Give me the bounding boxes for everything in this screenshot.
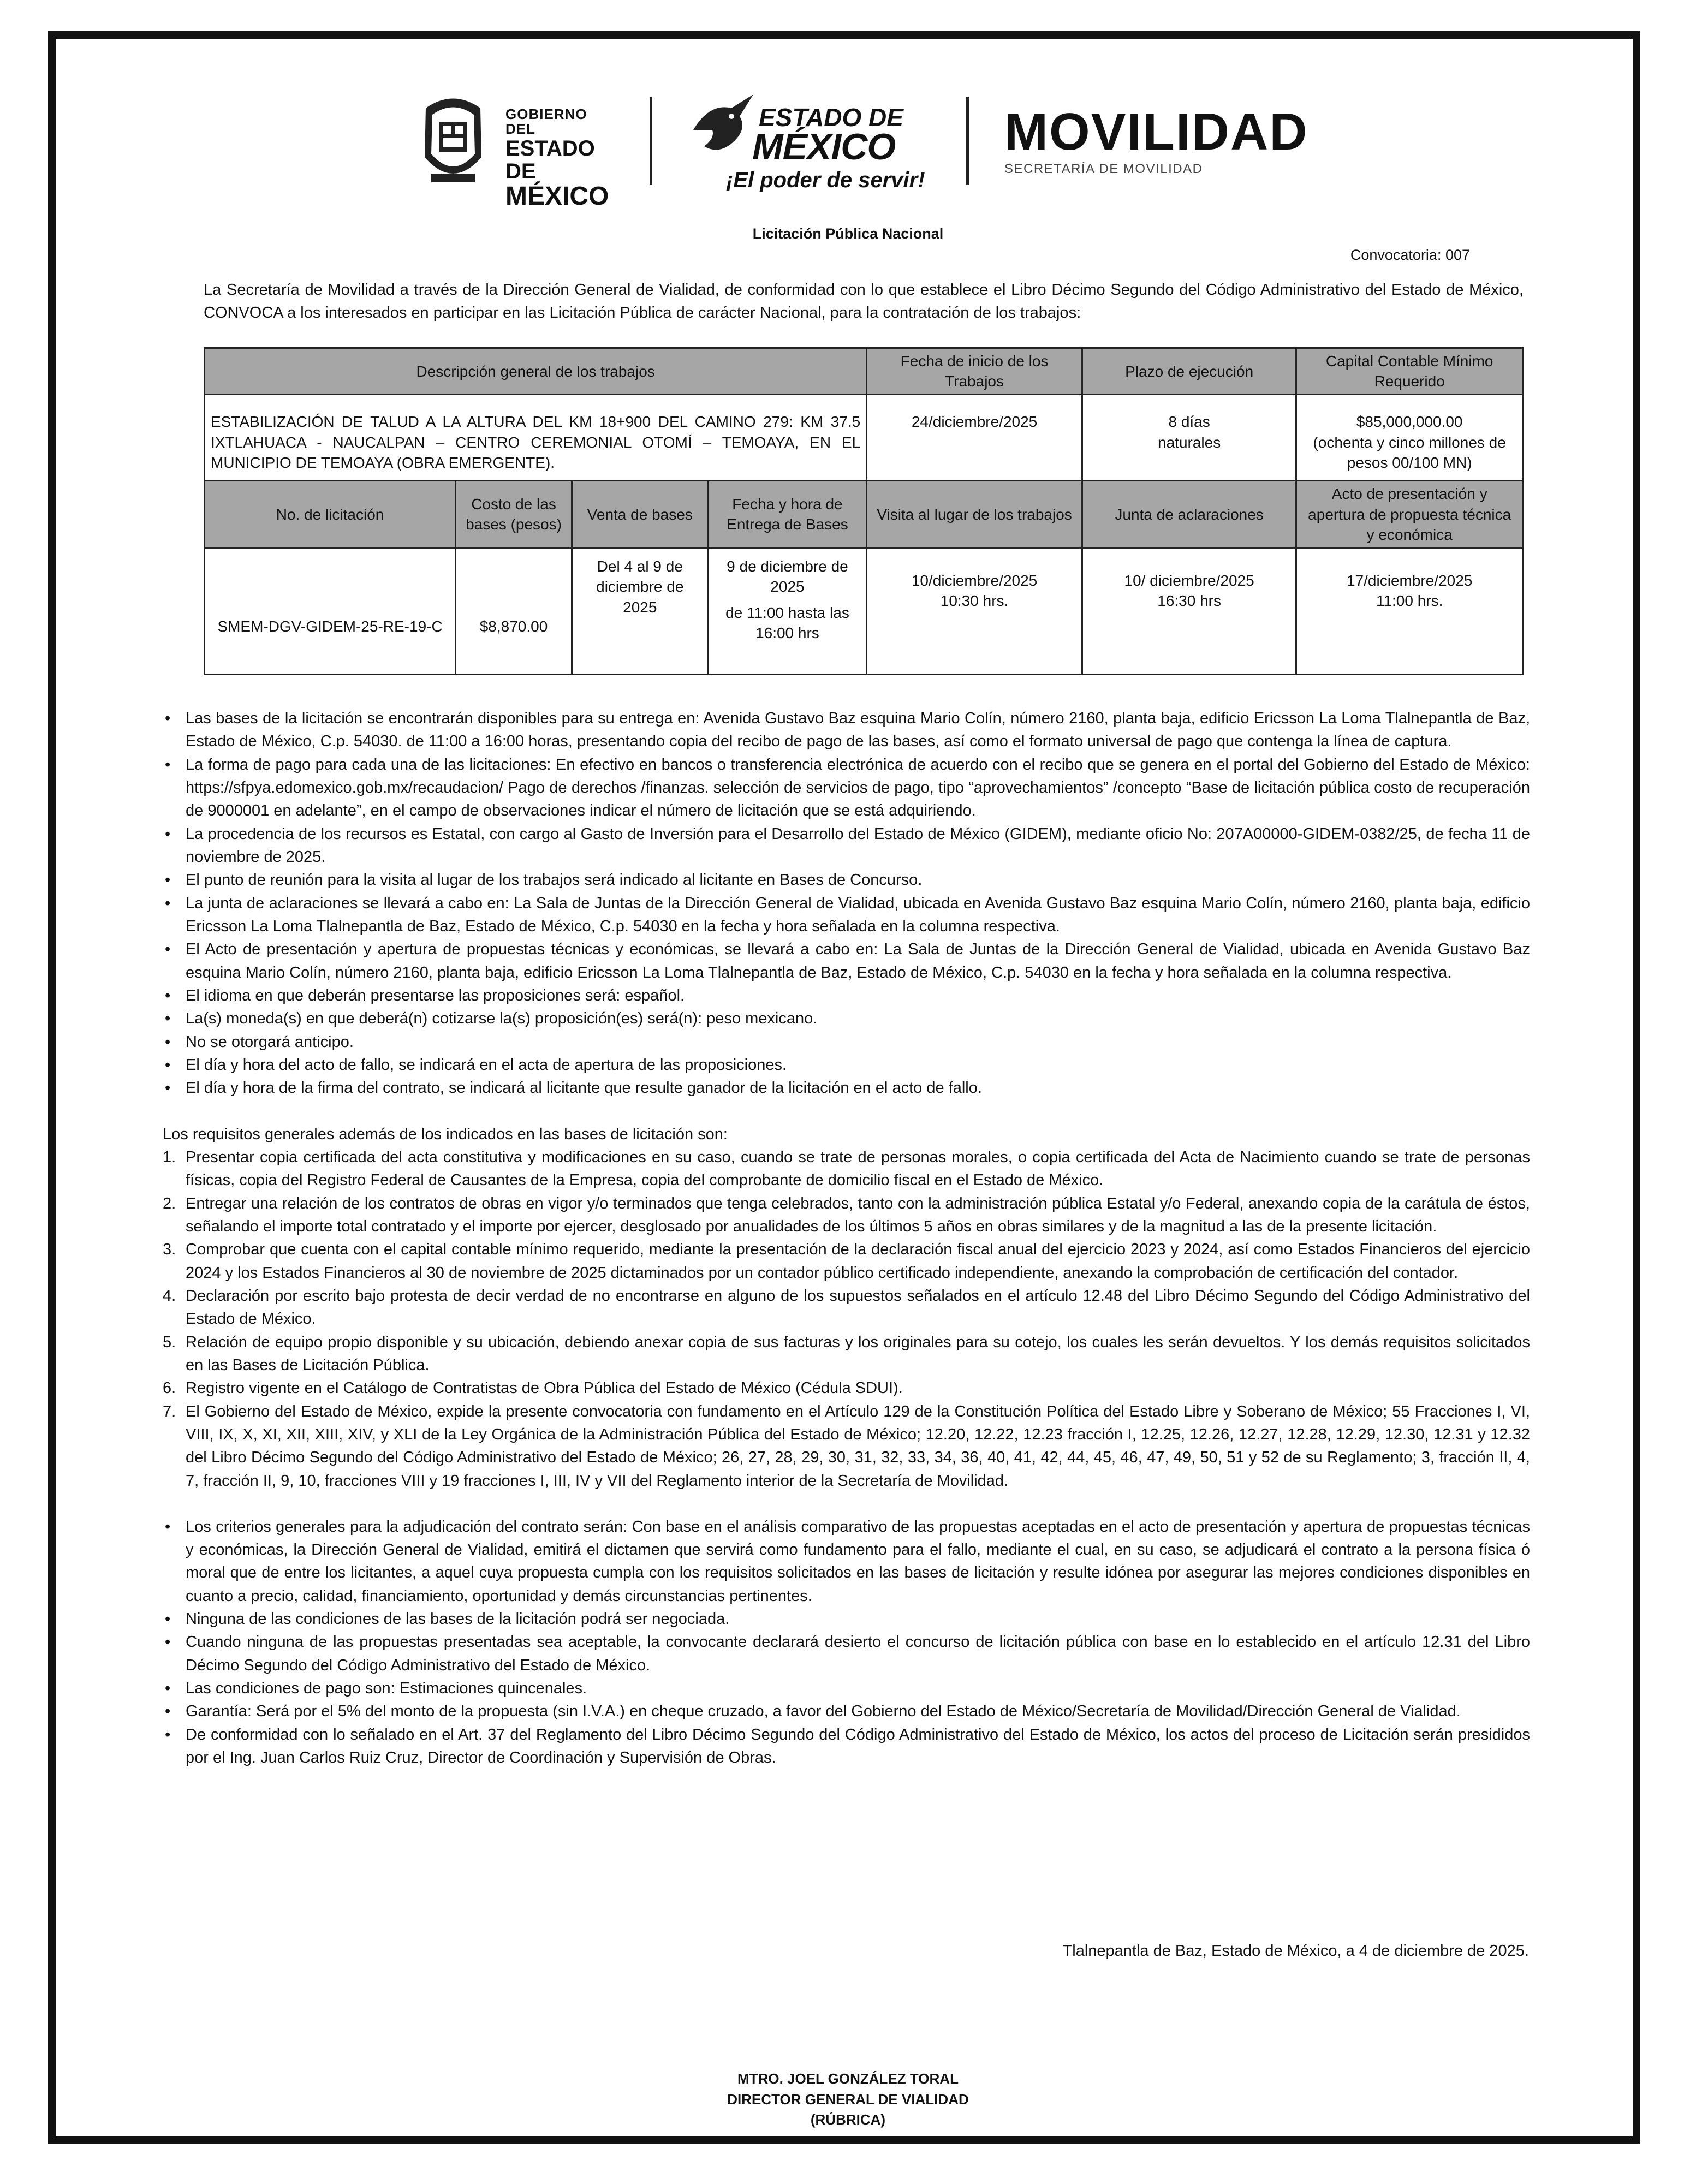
state-shield-icon <box>415 92 491 187</box>
table-header-row <box>205 481 1523 548</box>
header-logos <box>415 86 1308 211</box>
list-item: • Las condiciones de pago son: Estimaciones quincenales. <box>165 1680 587 1698</box>
header-desc: Descripción general de los trabajos <box>205 348 867 395</box>
plazo-value-1: 8 días <box>1168 413 1210 431</box>
edo-line1: ESTADO DE <box>759 103 903 132</box>
signer-name: MTRO. JOEL GONZÁLEZ TORAL <box>737 2070 959 2087</box>
movilidad-title: MOVILIDAD <box>1004 103 1308 161</box>
plazo-value-2: naturales <box>1158 433 1221 451</box>
list-item: • No se otorgará anticipo. <box>165 1033 354 1051</box>
gobierno-line2: ESTADO DE <box>505 136 595 183</box>
header-plazo: Plazo de ejecución <box>1082 348 1296 395</box>
header-costo: Costo de las bases (pesos) <box>456 481 572 548</box>
list-item: 5. Relación de equipo propio disponible y su ubicación, debiendo anexar copia de sus facturas y los originales para su cotejo, los cuales les serán devueltos. Y los demás requisitos solicitados en las Bases de Licitación Pública. <box>163 1333 1530 1374</box>
gobierno-line1: GOBIERNO DEL <box>505 106 587 138</box>
header-no: No. de licitación <box>205 481 456 548</box>
plazo-value <box>1082 395 1296 481</box>
list-item: 2. Entregar una relación de los contratos de obras en vigor y/o terminados que tenga celebrados, tanto con la administración pública Estatal y/o Federal, anexando copia de la carátula de éstos, señalando el importe total contratado y el importe por ejercer, desglosado por anualidades de los últimos 5 años en obras similares y de la magnitud a las de la presente licitación. <box>163 1194 1530 1235</box>
fecha-inicio-value: 24/diciembre/2025 <box>867 395 1082 481</box>
list-item: 7. El Gobierno del Estado de México, expide la presente convocatoria con fundamento en el Artículo 129 de la Constitución Política del Estado Libre y Soberano de México; 55 Fracciones I, VI, VIII, IX, X, XI, XII, XIII, XIV, y XLI de la Ley Orgánica de la Administración Pública del Estado de México; 12.20, 12.22, 12.23 fracción I, 12.25, 12.26, 12.27, 12.28, 12.29, 12.30, 12.31 y 12.32 del Libro Décimo Segundo del Código Administrativo del Estado de México; 26, 27, 28, 29, 30, 31, 32, 33, 34, 36, 40, 41, 42, 44, 45, 46, 47, 49, 50, 51 y 52 de su Reglamento; 3, fracción II, 4, 7, fracción II, 9, 10, fracciones VIII y 19 fracciones I, III, IV y VII del Reglamento interior de la Secretaría de Movilidad. <box>163 1402 1530 1490</box>
list-item: • La procedencia de los recursos es Estatal, con cargo al Gasto de Inversión para el Desarrollo del Estado de México (GIDEM), mediante oficio No: 207A00000-GIDEM-0382/25, de fecha 11 de noviembre de 2025. <box>165 825 1530 866</box>
body-text <box>163 707 1530 1769</box>
capital-words: (ochenta y cinco millones de pesos 00/100 MN) <box>1313 433 1506 471</box>
visita-value <box>867 548 1082 675</box>
bullet-list-2 <box>163 1515 1530 1770</box>
estado-logo <box>688 92 939 195</box>
gobierno-line3: MÉXICO <box>505 181 609 211</box>
work-description: ESTABILIZACIÓN DE TALUD A LA ALTURA DEL KM 18+900 DEL CAMINO 279: KM 37.5 IXTLAHUACA - NAUCALPAN – CENTRO CEREMONIAL OTOMÍ – TEMOAYA, EN EL MUNICIPIO DE TEMOAYA (OBRA EMERGENTE). <box>205 395 867 481</box>
logo-divider <box>650 97 652 185</box>
list-item: • La(s) moneda(s) en que deberá(n) cotizarse la(s) proposición(es) será(n): peso mexicano. <box>165 1010 818 1028</box>
signer-rubrica: (RÚBRICA) <box>810 2111 886 2128</box>
signature-block <box>0 2069 1696 2131</box>
entrega-date: 9 de diciembre de 2025 <box>727 558 848 596</box>
movilidad-subtitle: SECRETARÍA DE MOVILIDAD <box>1004 162 1203 176</box>
list-item: • El punto de reunión para la visita al lugar de los trabajos será indicado al licitante en Bases de Concurso. <box>165 871 923 889</box>
table-row <box>205 395 1523 481</box>
entrega-hours: de 11:00 hasta las 16:00 hrs <box>725 604 849 641</box>
list-item: • La junta de aclaraciones se llevará a cabo en: La Sala de Juntas de la Dirección General de Vialidad, ubicada en Avenida Gustavo Baz esquina Mario Colín, número 2160, planta baja, edificio Ericsson La Loma Tlalnepantla de Baz, Estado de México, C.p. 54030 en la fecha y hora señalada en la columna respectiva. <box>165 894 1530 935</box>
acto-time: 11:00 hrs. <box>1376 592 1443 610</box>
table-row <box>205 548 1523 675</box>
entrega-value <box>708 548 867 675</box>
list-item: • De conformidad con lo señalado en el Art. 37 del Reglamento del Libro Décimo Segundo del Código Administrativo del Estado de México, los actos del proceso de Licitación serán presididos por el Ing. Juan Carlos Ruiz Cruz, Director de Coordinación y Supervisión de Obras. <box>165 1725 1530 1767</box>
header-capital: Capital Contable Mínimo Requerido <box>1296 348 1523 395</box>
visita-time: 10:30 hrs. <box>940 592 1009 610</box>
costo-value: $8,870.00 <box>456 548 572 675</box>
visita-date: 10/diciembre/2025 <box>911 572 1038 590</box>
header-junta: Junta de aclaraciones <box>1082 481 1296 548</box>
acto-date: 17/diciembre/2025 <box>1347 572 1473 590</box>
list-item: • El día y hora del acto de fallo, se indicará en el acta de apertura de las proposiciones. <box>165 1056 787 1074</box>
requisitos-title: Los requisitos generales además de los indicados en las bases de licitación son: <box>163 1125 728 1143</box>
intro-paragraph: La Secretaría de Movilidad a través de la Dirección General de Vialidad, de conformidad con lo que establece el Libro Décimo Segundo del Código Administrativo del Estado de México, CONVOCA a los interesados en participar en las Licitación Pública de carácter Nacional, para la contratación de los trabajos: <box>204 281 1524 322</box>
list-item: • Las bases de la licitación se encontrarán disponibles para su entrega en: Avenida Gustavo Baz esquina Mario Colín, número 2160, planta baja, edificio Ericsson La Loma Tlalnepantla de Baz, Estado de México, C.p. 54030. de 11:00 a 16:00 horas, presentando copia del recibo de pago de las bases, así como el formato universal de pago que contenga la línea de captura. <box>165 710 1530 751</box>
signer-position: DIRECTOR GENERAL DE VIALIDAD <box>727 2091 969 2108</box>
list-item: • El Acto de presentación y apertura de propuestas técnicas y económicas, se llevará a cabo en: La Sala de Juntas de la Dirección General de Vialidad, ubicada en Avenida Gustavo Baz esquina Mario Colín, número 2160, planta baja, edificio Ericsson La Loma Tlalnepantla de Baz, Estado de México, C.p. 54030 en la fecha y hora señalada en la columna respectiva. <box>165 941 1530 981</box>
movilidad-logo <box>1004 103 1308 177</box>
acto-value <box>1296 548 1523 675</box>
table-header-row <box>205 348 1523 395</box>
licitacion-number: SMEM-DGV-GIDEM-25-RE-19-C <box>205 548 456 675</box>
capital-value <box>1296 395 1523 481</box>
junta-date: 10/ diciembre/2025 <box>1124 572 1254 590</box>
list-item: • El día y hora de la firma del contrato, se indicará al licitante que resulte ganador de la licitación en el acto de fallo. <box>165 1079 982 1097</box>
logo-divider-2 <box>966 97 969 185</box>
edo-line2: MÉXICO <box>752 126 896 168</box>
list-item: 1. Presentar copia certificada del acta constitutiva y modificaciones en su caso, cuando se trate de personas morales, o copia certificada del Acta de Nacimiento cuando se trate de personas físicas, copia del Registro Federal de Causantes de la Empresa, copia del comprobante de domicilio fiscal en el Estado de México. <box>163 1148 1530 1189</box>
edo-slogan: ¡El poder de servir! <box>726 168 925 192</box>
doc-title: Licitación Pública Nacional <box>752 225 944 242</box>
list-item: 6. Registro vigente en el Catálogo de Contratistas de Obra Pública del Estado de México (Cédula SDUI). <box>163 1379 903 1397</box>
bullet-list-1 <box>163 707 1530 1100</box>
gobierno-text <box>505 107 609 210</box>
header-fecha-inicio: Fecha de inicio de los Trabajos <box>867 348 1082 395</box>
venta-value: Del 4 al 9 de diciembre de 2025 <box>572 548 708 675</box>
list-item: • La forma de pago para cada una de las licitaciones: En efectivo en bancos o transferencia electrónica de acuerdo con el recibo que se genera en el portal del Gobierno del Estado de México: https://sfpya.edomexico.gob.mx/recaudacion/ Pago de derechos /finanzas. selección de servicios de pago, tipo “aprovechamientos” /concepto “Base de licitación pública costo de recuperación de 9000001 en adelante”, en el campo de observaciones indicar el número de licitación que se está adquiriendo. <box>165 755 1530 820</box>
place-date: Tlalnepantla de Baz, Estado de México, a 4 de diciembre de 2025. <box>1062 1942 1529 1960</box>
licitacion-table <box>204 347 1524 675</box>
list-item: 4. Declaración por escrito bajo protesta de decir verdad de no encontrarse en alguno de los supuestos señalados en el artículo 12.48 del Libro Décimo Segundo del Código Administrativo del Estado de México. <box>163 1287 1530 1328</box>
list-item: 3. Comprobar que cuenta con el capital contable mínimo requerido, mediante la presentación de la declaración fiscal anual del ejercicio 2023 y 2024, así como Estados Financieros del ejercicio 2024 y los Estados Financieros al 30 de noviembre de 2025 dictaminados por un contador público certificado independiente, anexando la comprobación de certificación del contador. <box>163 1241 1530 1282</box>
hummingbird-icon <box>688 92 759 163</box>
header-visita: Visita al lugar de los trabajos <box>867 481 1082 548</box>
junta-value <box>1082 548 1296 675</box>
requisitos-list <box>163 1146 1530 1492</box>
list-item: • El idioma en que deberán presentarse las proposiciones será: español. <box>165 986 685 1004</box>
list-item: • Garantía: Será por el 5% del monto de la propuesta (sin I.V.A.) en cheque cruzado, a favor del Gobierno del Estado de México/Secretaría de Movilidad/Dirección General de Vialidad. <box>165 1703 1461 1721</box>
convocatoria-number: Convocatoria: 007 <box>1350 247 1470 263</box>
junta-time: 16:30 hrs <box>1157 592 1221 610</box>
list-item: • Cuando ninguna de las propuestas presentadas sea aceptable, la convocante declarará desierto el concurso de licitación pública con base en lo establecido en el artículo 12.31 del Libro Décimo Segundo del Código Administrativo del Estado de México. <box>165 1633 1530 1674</box>
header-entrega: Fecha y hora de Entrega de Bases <box>708 481 867 548</box>
header-venta: Venta de bases <box>572 481 708 548</box>
capital-amount: $85,000,000.00 <box>1356 413 1463 431</box>
header-acto: Acto de presentación y apertura de propuesta técnica y económica <box>1296 481 1523 548</box>
list-item: • Ninguna de las condiciones de las bases de la licitación podrá ser negociada. <box>165 1610 730 1628</box>
list-item: • Los criterios generales para la adjudicación del contrato serán: Con base en el análisis comparativo de las propuestas aceptadas en el acto de presentación y apertura de propuestas técnicas y económicas, la Dirección General de Vialidad, emitirá el dictamen que servirá como fundamento para el fallo, mediante el cual, en su caso, se adjudicará el contrato a la persona física ó moral que de entre los licitantes, a aquel cuya propuesta cumpla con los requisitos solicitados en las bases de licitación y resulte idónea por asegurar las mejores condiciones disponibles en cuanto a precio, calidad, financiamiento, oportunidad y demás circunstancias pertinentes. <box>165 1518 1530 1605</box>
